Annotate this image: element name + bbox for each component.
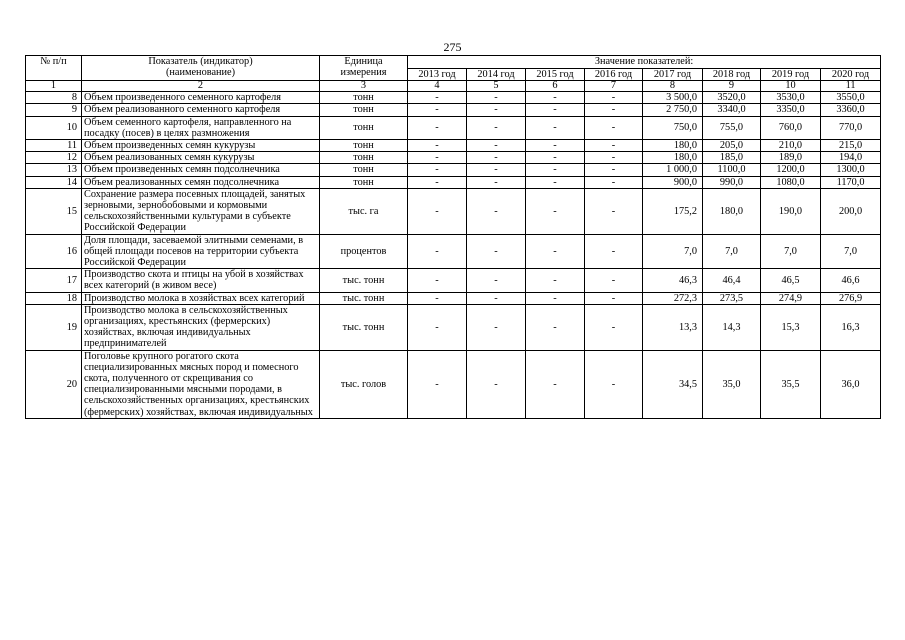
value-cell: 46,4 <box>703 269 761 292</box>
column-number: 8 <box>643 81 703 92</box>
value-cell: - <box>408 269 467 292</box>
value-cell: 46,3 <box>643 269 703 292</box>
value-cell: 3340,0 <box>703 104 761 116</box>
value-cell: 3520,0 <box>703 92 761 104</box>
value-cell: - <box>467 164 526 176</box>
value-cell: 1 000,0 <box>643 164 703 176</box>
header-year: 2015 год <box>526 69 585 81</box>
value-cell: - <box>467 104 526 116</box>
value-cell: 1300,0 <box>821 164 881 176</box>
value-cell: 7,0 <box>821 234 881 269</box>
value-cell: - <box>526 292 585 304</box>
header-year: 2016 год <box>585 69 643 81</box>
row-number: 9 <box>26 104 82 116</box>
value-cell: 276,9 <box>821 292 881 304</box>
value-cell: - <box>526 176 585 188</box>
value-cell: - <box>408 234 467 269</box>
table-row <box>26 116 881 139</box>
column-number: 2 <box>82 81 320 92</box>
value-cell: 274,9 <box>761 292 821 304</box>
value-cell: - <box>585 269 643 292</box>
row-number: 20 <box>26 350 82 418</box>
value-cell: 215,0 <box>821 140 881 152</box>
value-cell: - <box>408 104 467 116</box>
value-cell: - <box>585 304 643 350</box>
table-row <box>26 152 881 164</box>
value-cell: - <box>585 164 643 176</box>
column-number: 6 <box>526 81 585 92</box>
page-number: 275 <box>443 40 462 54</box>
value-cell: 46,5 <box>761 269 821 292</box>
table-row <box>26 164 881 176</box>
value-cell: - <box>585 140 643 152</box>
value-cell: 194,0 <box>821 152 881 164</box>
value-cell: - <box>408 164 467 176</box>
indicator-name: Производство молока в сельскохозяйственных организациях, крестьянских (фермерских) хозяйствах, включая индивидуальных предпринимателей <box>82 304 320 350</box>
column-number: 1 <box>26 81 82 92</box>
value-cell: - <box>408 116 467 139</box>
value-cell: - <box>408 152 467 164</box>
value-cell: - <box>526 116 585 139</box>
value-cell: 770,0 <box>821 116 881 139</box>
value-cell: 15,3 <box>761 304 821 350</box>
indicator-name: Производство молока в хозяйствах всех категорий <box>82 292 320 304</box>
value-cell: - <box>526 350 585 418</box>
indicator-name: Объем произведенных семян подсолнечника <box>82 164 320 176</box>
row-number: 11 <box>26 140 82 152</box>
row-number: 19 <box>26 304 82 350</box>
value-cell: 900,0 <box>643 176 703 188</box>
value-cell: 46,6 <box>821 269 881 292</box>
table-row <box>26 234 881 269</box>
table-row <box>26 269 881 292</box>
table-row <box>26 188 881 234</box>
value-cell: - <box>526 152 585 164</box>
value-cell: 180,0 <box>643 140 703 152</box>
row-number: 8 <box>26 92 82 104</box>
indicator-name: Производство скота и птицы на убой в хозяйствах всех категорий (в живом весе) <box>82 269 320 292</box>
value-cell: 3550,0 <box>821 92 881 104</box>
table-row <box>26 104 881 116</box>
unit-cell: тонн <box>320 92 408 104</box>
value-cell: - <box>585 188 643 234</box>
row-number: 17 <box>26 269 82 292</box>
header-values: Значение показателей: <box>408 56 881 69</box>
value-cell: 180,0 <box>703 188 761 234</box>
indicator-name: Доля площади, засеваемой элитными семенами, в общей площади посевов на территории субъекта Российской Федерации <box>82 234 320 269</box>
value-cell: 755,0 <box>703 116 761 139</box>
value-cell: 7,0 <box>761 234 821 269</box>
header-no: № п/п <box>26 56 82 81</box>
header-year: 2013 год <box>408 69 467 81</box>
value-cell: - <box>467 92 526 104</box>
value-cell: 13,3 <box>643 304 703 350</box>
indicator-name: Поголовье крупного рогатого скота специализированных мясных пород и помесного скота, полученного от скрещивания со специализированными мясными породами, в сельскохозяйственных организациях, крестьянских (фермерских) хозяйствах, включая индивидуальных <box>82 350 320 418</box>
value-cell: 210,0 <box>761 140 821 152</box>
indicator-name: Объем реализованных семян кукурузы <box>82 152 320 164</box>
indicator-name: Объем реализованного семенного картофеля <box>82 104 320 116</box>
value-cell: - <box>467 234 526 269</box>
table-row <box>26 292 881 304</box>
value-cell: 190,0 <box>761 188 821 234</box>
value-cell: - <box>585 234 643 269</box>
table-row <box>26 176 881 188</box>
value-cell: - <box>408 176 467 188</box>
header-unit: Единица измерения <box>320 56 408 81</box>
value-cell: 200,0 <box>821 188 881 234</box>
row-number: 16 <box>26 234 82 269</box>
row-number: 15 <box>26 188 82 234</box>
value-cell: 35,0 <box>703 350 761 418</box>
unit-cell: тонн <box>320 164 408 176</box>
value-cell: 760,0 <box>761 116 821 139</box>
value-cell: - <box>585 116 643 139</box>
value-cell: - <box>467 116 526 139</box>
value-cell: 189,0 <box>761 152 821 164</box>
value-cell: - <box>408 140 467 152</box>
value-cell: - <box>408 304 467 350</box>
value-cell: 16,3 <box>821 304 881 350</box>
unit-cell: тыс. тонн <box>320 304 408 350</box>
value-cell: - <box>408 188 467 234</box>
value-cell: - <box>467 292 526 304</box>
value-cell: 14,3 <box>703 304 761 350</box>
header-indicator: Показатель (индикатор) (наименование) <box>82 56 320 81</box>
table-row <box>26 140 881 152</box>
value-cell: 175,2 <box>643 188 703 234</box>
indicator-name: Объем произведенного семенного картофеля <box>82 92 320 104</box>
column-number: 10 <box>761 81 821 92</box>
value-cell: - <box>467 152 526 164</box>
value-cell: 2 750,0 <box>643 104 703 116</box>
value-cell: - <box>526 304 585 350</box>
row-number: 18 <box>26 292 82 304</box>
value-cell: - <box>585 92 643 104</box>
value-cell: 3360,0 <box>821 104 881 116</box>
value-cell: 185,0 <box>703 152 761 164</box>
unit-cell: тонн <box>320 116 408 139</box>
header-year: 2019 год <box>761 69 821 81</box>
value-cell: - <box>585 152 643 164</box>
value-cell: - <box>408 350 467 418</box>
unit-cell: тонн <box>320 176 408 188</box>
value-cell: - <box>408 292 467 304</box>
value-cell: 1170,0 <box>821 176 881 188</box>
indicator-name: Объем реализованных семян подсолнечника <box>82 176 320 188</box>
value-cell: - <box>526 140 585 152</box>
indicators-table <box>25 55 881 419</box>
row-number: 12 <box>26 152 82 164</box>
value-cell: - <box>585 350 643 418</box>
unit-cell: тыс. голов <box>320 350 408 418</box>
value-cell: 750,0 <box>643 116 703 139</box>
value-cell: 1080,0 <box>761 176 821 188</box>
value-cell: - <box>526 234 585 269</box>
value-cell: - <box>585 176 643 188</box>
value-cell: 35,5 <box>761 350 821 418</box>
value-cell: - <box>526 269 585 292</box>
value-cell: - <box>526 164 585 176</box>
column-number: 5 <box>467 81 526 92</box>
header-year: 2018 год <box>703 69 761 81</box>
header-year: 2020 год <box>821 69 881 81</box>
column-number: 11 <box>821 81 881 92</box>
column-number: 7 <box>585 81 643 92</box>
value-cell: - <box>467 269 526 292</box>
row-number: 14 <box>26 176 82 188</box>
column-number: 3 <box>320 81 408 92</box>
unit-cell: тыс. га <box>320 188 408 234</box>
value-cell: - <box>526 188 585 234</box>
value-cell: 7,0 <box>703 234 761 269</box>
indicator-name: Объем семенного картофеля, направленного на посадку (посев) в целях размножения <box>82 116 320 139</box>
value-cell: - <box>467 176 526 188</box>
table-row <box>26 350 881 418</box>
header-year: 2017 год <box>643 69 703 81</box>
value-cell: 1200,0 <box>761 164 821 176</box>
value-cell: 3350,0 <box>761 104 821 116</box>
unit-cell: тыс. тонн <box>320 269 408 292</box>
value-cell: 180,0 <box>643 152 703 164</box>
unit-cell: тонн <box>320 140 408 152</box>
value-cell: - <box>467 140 526 152</box>
value-cell: 7,0 <box>643 234 703 269</box>
value-cell: 36,0 <box>821 350 881 418</box>
header-year: 2014 год <box>467 69 526 81</box>
value-cell: 272,3 <box>643 292 703 304</box>
value-cell: - <box>467 188 526 234</box>
value-cell: - <box>467 304 526 350</box>
value-cell: - <box>526 92 585 104</box>
unit-cell: тыс. тонн <box>320 292 408 304</box>
value-cell: - <box>585 104 643 116</box>
column-number: 4 <box>408 81 467 92</box>
indicator-name: Сохранение размера посевных площадей, занятых зерновыми, зернобобовыми и кормовыми сельскохозяйственными культурами в субъекте Российской Федерации <box>82 188 320 234</box>
value-cell: 273,5 <box>703 292 761 304</box>
row-number: 10 <box>26 116 82 139</box>
value-cell: 205,0 <box>703 140 761 152</box>
value-cell: 3530,0 <box>761 92 821 104</box>
indicator-name: Объем произведенных семян кукурузы <box>82 140 320 152</box>
value-cell: - <box>585 292 643 304</box>
value-cell: - <box>467 350 526 418</box>
unit-cell: тонн <box>320 104 408 116</box>
value-cell: 1100,0 <box>703 164 761 176</box>
value-cell: 34,5 <box>643 350 703 418</box>
value-cell: 3 500,0 <box>643 92 703 104</box>
value-cell: - <box>408 92 467 104</box>
value-cell: - <box>526 104 585 116</box>
unit-cell: процентов <box>320 234 408 269</box>
table-row <box>26 92 881 104</box>
column-number: 9 <box>703 81 761 92</box>
table-row <box>26 304 881 350</box>
value-cell: 990,0 <box>703 176 761 188</box>
unit-cell: тонн <box>320 152 408 164</box>
row-number: 13 <box>26 164 82 176</box>
